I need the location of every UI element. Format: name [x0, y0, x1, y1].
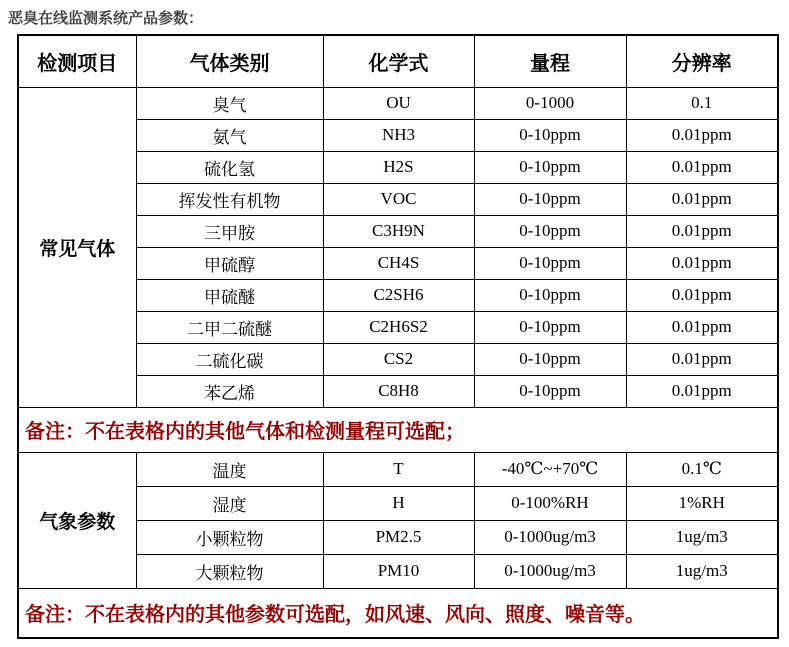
range-cell: 0-10ppm	[474, 247, 626, 279]
resolution-cell: 0.01ppm	[626, 215, 778, 247]
item-name-cell: 挥发性有机物	[136, 183, 323, 215]
resolution-cell: 0.01ppm	[626, 119, 778, 151]
resolution-cell: 1ug/m3	[626, 520, 778, 554]
item-name-cell: 甲硫醇	[136, 247, 323, 279]
range-cell: 0-10ppm	[474, 343, 626, 375]
formula-cell: C2H6S2	[323, 311, 474, 343]
range-cell: 0-10ppm	[474, 183, 626, 215]
item-name-cell: 硫化氢	[136, 151, 323, 183]
range-cell: 0-10ppm	[474, 215, 626, 247]
formula-cell: OU	[323, 87, 474, 119]
range-cell: 0-10ppm	[474, 151, 626, 183]
item-name-cell: 甲硫醚	[136, 279, 323, 311]
range-cell: 0-10ppm	[474, 375, 626, 407]
resolution-cell: 0.01ppm	[626, 247, 778, 279]
category-cell: 气象参数	[18, 452, 136, 588]
formula-cell: H	[323, 486, 474, 520]
range-cell: 0-10ppm	[474, 311, 626, 343]
resolution-cell: 0.01ppm	[626, 375, 778, 407]
note-cell: 备注：不在表格内的其他气体和检测量程可选配；	[18, 407, 778, 452]
table-row	[18, 452, 778, 486]
page-title: 恶臭在线监测系统产品参数：	[8, 9, 204, 27]
formula-cell: H2S	[323, 151, 474, 183]
item-name-cell: 湿度	[136, 486, 323, 520]
item-name-cell: 二甲二硫醚	[136, 311, 323, 343]
note-row	[18, 407, 778, 452]
header-chemical-formula: 化学式	[323, 35, 474, 87]
category-cell: 常见气体	[18, 87, 136, 407]
formula-cell: PM10	[323, 554, 474, 588]
item-name-cell: 苯乙烯	[136, 375, 323, 407]
formula-cell: C2SH6	[323, 279, 474, 311]
range-cell: 0-1000ug/m3	[474, 520, 626, 554]
table-row	[18, 87, 778, 119]
range-cell: 0-100%RH	[474, 486, 626, 520]
header-resolution: 分辨率	[626, 35, 778, 87]
resolution-cell: 1%RH	[626, 486, 778, 520]
item-name-cell: 小颗粒物	[136, 520, 323, 554]
formula-cell: C8H8	[323, 375, 474, 407]
range-cell: 0-1000	[474, 87, 626, 119]
header-row	[18, 35, 778, 87]
formula-cell: C3H9N	[323, 215, 474, 247]
formula-cell: PM2.5	[323, 520, 474, 554]
range-cell: 0-10ppm	[474, 119, 626, 151]
formula-cell: CH4S	[323, 247, 474, 279]
resolution-cell: 0.01ppm	[626, 343, 778, 375]
range-cell: 0-10ppm	[474, 279, 626, 311]
resolution-cell: 0.1	[626, 87, 778, 119]
item-name-cell: 臭气	[136, 87, 323, 119]
resolution-cell: 0.01ppm	[626, 151, 778, 183]
range-cell: -40℃~+70℃	[474, 452, 626, 486]
item-name-cell: 二硫化碳	[136, 343, 323, 375]
note-cell: 备注：不在表格内的其他参数可选配，如风速、风向、照度、噪音等。	[18, 588, 778, 638]
formula-cell: NH3	[323, 119, 474, 151]
resolution-cell: 0.01ppm	[626, 311, 778, 343]
header-gas-category: 气体类别	[136, 35, 323, 87]
resolution-cell: 1ug/m3	[626, 554, 778, 588]
item-name-cell: 三甲胺	[136, 215, 323, 247]
resolution-cell: 0.01ppm	[626, 279, 778, 311]
resolution-cell: 0.1℃	[626, 452, 778, 486]
header-detection-item: 检测项目	[18, 35, 136, 87]
range-cell: 0-1000ug/m3	[474, 554, 626, 588]
item-name-cell: 温度	[136, 452, 323, 486]
formula-cell: T	[323, 452, 474, 486]
note-row	[18, 588, 778, 638]
formula-cell: VOC	[323, 183, 474, 215]
item-name-cell: 大颗粒物	[136, 554, 323, 588]
formula-cell: CS2	[323, 343, 474, 375]
header-range: 量程	[474, 35, 626, 87]
product-parameters-table	[17, 34, 779, 639]
item-name-cell: 氨气	[136, 119, 323, 151]
resolution-cell: 0.01ppm	[626, 183, 778, 215]
